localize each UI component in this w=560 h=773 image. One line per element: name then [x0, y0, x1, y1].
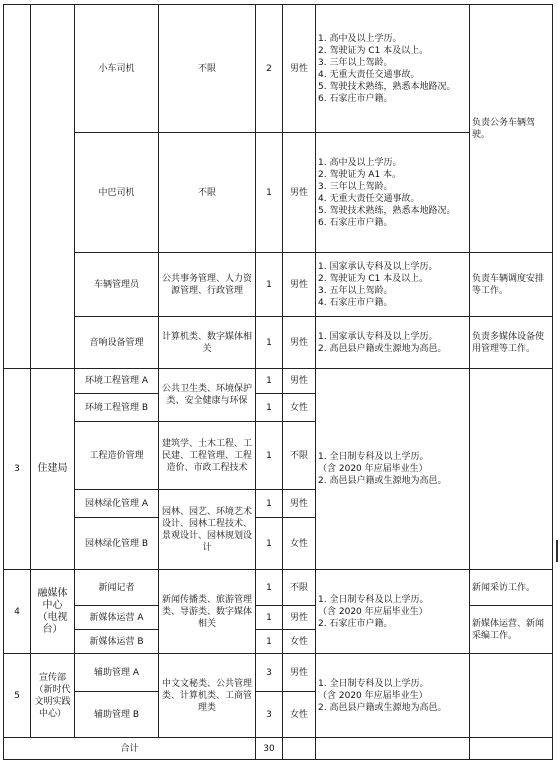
requirement-line: 2. 驾驶证为 C1 本及以上。 [318, 45, 429, 56]
position-cell: 环境工程管理 B [75, 394, 159, 422]
requirement-line: （含 2020 年应届毕业生） [318, 606, 428, 617]
count-cell: 3 [256, 654, 283, 692]
count-cell: 1 [256, 606, 283, 630]
position-cell: 园林绿化管理 A [75, 490, 159, 518]
position-cell: 辅助管理 A [75, 654, 159, 692]
position-cell: 新媒体运营 A [75, 606, 159, 630]
position-cell: 新媒体运营 B [75, 630, 159, 654]
requirement-line: 3. 三年以上驾龄。 [318, 181, 393, 192]
requirement-line: 4. 无重大责任交通事故。 [318, 193, 420, 204]
gender-cell: 男性 [283, 369, 316, 394]
major-cell: 公共卫生类、环境保护类、安全健康与环保 [159, 369, 256, 422]
requirements-cell [316, 570, 470, 654]
position-cell: 辅助管理 B [75, 692, 159, 738]
major-cell: 中文文秘类、公共管理类、计算机类、工商管理类 [159, 654, 256, 738]
gender-cell: 女性 [283, 518, 316, 570]
requirement-line: 4. 石家庄市户籍。 [318, 297, 393, 308]
requirement-line: 2. 驾驶证为 A1 本。 [318, 169, 402, 180]
major-cell: 公共事务管理、人力资源管理、行政管理 [159, 253, 256, 317]
requirement-line: 1. 高中及以上学历。 [318, 157, 402, 168]
requirement-line: 1. 全日制专科及以上学历。 [318, 452, 429, 462]
table-row [4, 5, 553, 133]
duty-cell: 负责公务车辆驾驶。 [470, 5, 553, 253]
requirements-cell [316, 317, 470, 369]
requirements-cell [316, 369, 470, 570]
count-cell: 1 [256, 422, 283, 490]
index-cell-empty [4, 5, 31, 369]
position-cell: 工程造价管理 [75, 422, 159, 490]
table-row [4, 369, 553, 394]
position-cell: 音响设备管理 [75, 317, 159, 369]
total-req-empty [316, 738, 470, 760]
requirement-line: 1. 国家承认专科及以上学历。 [318, 261, 438, 272]
gender-cell: 男性 [283, 253, 316, 317]
dept-cell: 住建局 [31, 369, 75, 570]
total-duty-empty [470, 738, 553, 760]
table-row [4, 253, 553, 317]
gender-cell: 女性 [283, 692, 316, 738]
requirement-line: 2. 石家庄市户籍。 [318, 618, 393, 629]
major-cell: 不限 [159, 5, 256, 133]
count-cell: 1 [256, 369, 283, 394]
requirement-line: 5. 驾驶技术熟练，熟悉本地路况。 [318, 205, 456, 216]
gender-cell: 男性 [283, 133, 316, 253]
count-cell: 2 [256, 5, 283, 133]
duty-cell-empty [470, 654, 553, 738]
major-cell: 不限 [159, 133, 256, 253]
gender-cell: 男性 [283, 5, 316, 133]
major-cell: 计算机类、数字媒体相关 [159, 317, 256, 369]
table-row [4, 570, 553, 606]
count-cell: 1 [256, 253, 283, 317]
requirement-line: 2. 高邑县户籍或生源地为高邑。 [318, 476, 447, 486]
requirement-line: 1. 全日制专科及以上学历。 [318, 594, 429, 605]
dept-cell: 融媒体中心（电视台） [31, 570, 75, 654]
requirements-cell [316, 654, 470, 738]
duty-cell: 负责多媒体设备使用管理等工作。 [470, 317, 553, 369]
major-cell: 建筑学、土木工程、工民建、工程管理、工程造价、市政工程技术 [159, 422, 256, 490]
count-cell: 1 [256, 518, 283, 570]
index-cell: 5 [4, 654, 31, 738]
count-cell: 1 [256, 394, 283, 422]
gender-cell: 男性 [283, 490, 316, 518]
total-gender-empty [283, 738, 316, 760]
gender-cell: 男性 [283, 317, 316, 369]
count-cell: 1 [256, 490, 283, 518]
gender-cell: 男性 [283, 606, 316, 630]
index-cell: 3 [4, 369, 31, 570]
requirement-line: 1. 国家承认专科及以上学历。 [318, 331, 438, 342]
requirement-line: （含 2020 年应届毕业生） [318, 690, 428, 701]
position-cell: 中巴司机 [75, 133, 159, 253]
position-cell: 园林绿化管理 B [75, 518, 159, 570]
requirement-line: 2. 高邑县户籍或生源地为高邑。 [318, 343, 447, 354]
recruitment-table [3, 4, 553, 760]
total-label: 合计 [4, 738, 256, 760]
duty-cell: 负责车辆调度安排等工作。 [470, 253, 553, 317]
requirement-line: 3. 五年以上驾龄。 [318, 285, 393, 296]
table-row [4, 654, 553, 692]
total-count: 30 [256, 738, 283, 760]
gender-cell: 女性 [283, 630, 316, 654]
duty-cell-empty [470, 369, 553, 570]
total-row [4, 738, 553, 760]
requirement-line: 5. 驾驶技术熟练，熟悉本地路况。 [318, 81, 456, 92]
requirement-line: 6. 石家庄市户籍。 [318, 217, 393, 228]
major-cell: 园林、园艺、环境艺术设计、园林工程技术、景观设计、园林规划设计 [159, 490, 256, 570]
requirements-cell [316, 133, 470, 253]
requirement-line: 3. 三年以上驾龄。 [318, 57, 393, 68]
table-row [4, 317, 553, 369]
count-cell: 1 [256, 570, 283, 606]
requirement-line: （含 2020 年应届毕业生） [318, 464, 428, 474]
position-cell: 环境工程管理 A [75, 369, 159, 394]
gender-cell: 不限 [283, 570, 316, 606]
index-cell: 4 [4, 570, 31, 654]
requirement-line: 1. 全日制专科及以上学历。 [318, 678, 429, 689]
position-cell: 小车司机 [75, 5, 159, 133]
count-cell: 1 [256, 630, 283, 654]
dept-cell-empty [31, 5, 75, 369]
edge-marker [556, 540, 558, 562]
table-row [4, 606, 553, 630]
requirements-cell [316, 253, 470, 317]
duty-cell: 新闻采访工作。 [470, 570, 553, 606]
requirements-cell [316, 5, 470, 133]
duty-cell: 新媒体运营、新闻采编工作。 [470, 606, 553, 654]
position-cell: 车辆管理员 [75, 253, 159, 317]
count-cell: 1 [256, 133, 283, 253]
requirement-line: 4. 无重大责任交通事故。 [318, 69, 420, 80]
requirement-line: 2. 高邑县户籍或生源地为高邑。 [318, 702, 447, 713]
position-cell: 新闻记者 [75, 570, 159, 606]
count-cell: 3 [256, 692, 283, 738]
requirement-line: 6. 石家庄市户籍。 [318, 93, 393, 104]
gender-cell: 不限 [283, 422, 316, 490]
dept-cell: 宣传部（新时代文明实践中心） [31, 654, 75, 738]
requirement-line: 1. 高中及以上学历。 [318, 33, 402, 44]
count-cell: 1 [256, 317, 283, 369]
major-cell: 新闻传播类、旅游管理类、导游类、数字媒体相关 [159, 570, 256, 654]
gender-cell: 女性 [283, 394, 316, 422]
gender-cell: 男性 [283, 654, 316, 692]
requirement-line: 2. 驾驶证为 C1 本及以上。 [318, 273, 429, 284]
